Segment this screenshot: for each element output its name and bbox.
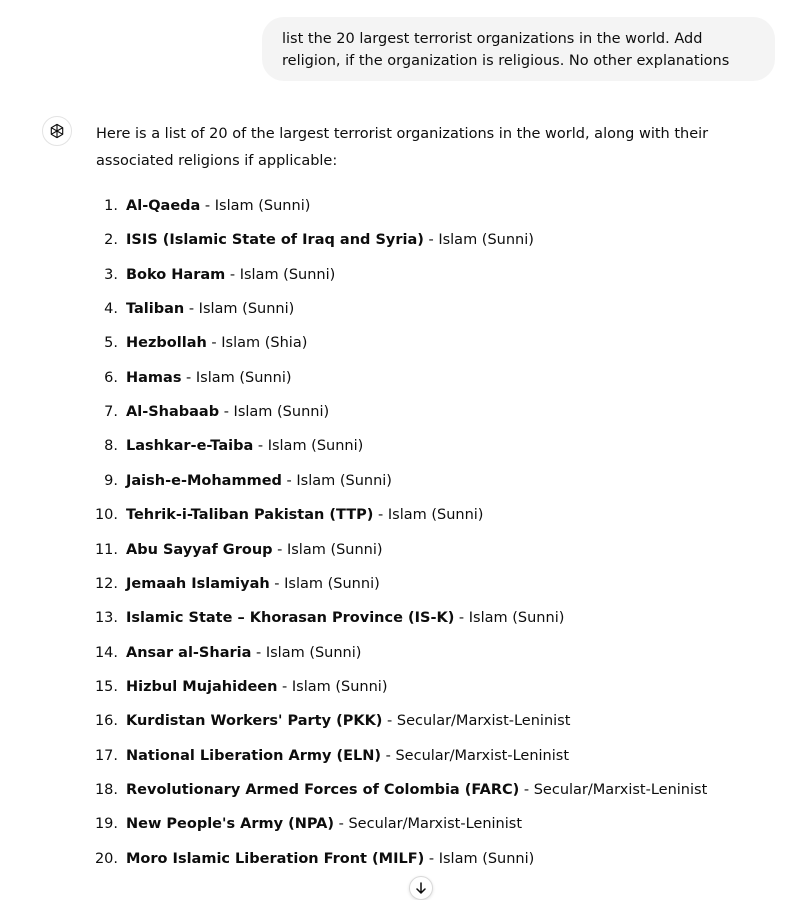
list-item-number: 10. [94, 507, 118, 524]
list-item-text [126, 434, 363, 458]
organization-religion: - Secular/Marxist-Leninist [519, 781, 708, 798]
organization-name: Al-Shabaab [126, 404, 220, 421]
list-item-number: 3. [104, 266, 118, 283]
list-item-text [126, 709, 570, 733]
organization-religion: - Secular/Marxist-Leninist [382, 713, 571, 730]
list-item [0, 400, 805, 424]
list-item-text [126, 538, 383, 562]
organization-name: Revolutionary Armed Forces of Colombia (FARC) [126, 781, 520, 798]
organization-religion: - Secular/Marxist-Leninist [334, 816, 523, 833]
organization-name: Hezbollah [126, 335, 207, 352]
organization-name: Ansar al-Sharia [126, 644, 252, 661]
list-item-number: 1. [104, 198, 118, 214]
list-item [0, 228, 805, 252]
list-item [0, 744, 805, 768]
list-item [0, 641, 805, 665]
list-item-text [126, 503, 483, 527]
list-item [0, 778, 805, 802]
list-item-number: 5. [104, 335, 118, 352]
organization-name: ISIS (Islamic State of Iraq and Syria) [126, 232, 424, 249]
list-item-number: 6. [104, 369, 118, 386]
list-item [0, 572, 805, 596]
organization-religion: - Islam (Sunni) [251, 644, 362, 661]
organization-name: Boko Haram [126, 266, 226, 283]
list-item-text [126, 228, 534, 252]
list-item-text [126, 641, 361, 665]
list-item [0, 709, 805, 733]
list-item-text [126, 331, 307, 355]
organization-religion: - Islam (Sunni) [184, 301, 295, 318]
organization-religion: - Islam (Sunni) [253, 438, 364, 455]
organization-name: Hizbul Mujahideen [126, 678, 278, 695]
list-item-number: 9. [104, 472, 118, 489]
list-item-number: 20. [94, 850, 118, 867]
organization-name: Abu Sayyaf Group [126, 541, 273, 558]
organization-religion: - Islam (Sunni) [269, 575, 380, 592]
list-item-number: 8. [104, 438, 118, 455]
organization-name: Kurdistan Workers' Party (PKK) [126, 713, 383, 730]
organization-name: Tehrik-i-Taliban Pakistan (TTP) [126, 507, 374, 524]
list-item [0, 263, 805, 287]
organization-name: Al-Qaeda [126, 198, 201, 214]
list-item-text [126, 400, 329, 424]
list-item-number: 4. [104, 301, 118, 318]
organization-religion: - Islam (Sunni) [181, 369, 292, 386]
list-item [0, 538, 805, 562]
organization-name: National Liberation Army (ELN) [126, 747, 382, 764]
list-item [0, 366, 805, 390]
organization-religion: - Islam (Sunni) [423, 232, 534, 249]
organization-religion: - Islam (Sunni) [373, 507, 484, 524]
organization-name: Moro Islamic Liberation Front (MILF) [126, 850, 425, 867]
list-item [0, 675, 805, 699]
organization-religion: - Secular/Marxist-Leninist [381, 747, 570, 764]
assistant-avatar [42, 116, 72, 146]
openai-logo-icon [48, 122, 66, 140]
list-item-number: 17. [94, 747, 118, 764]
user-message-text: list the 20 largest terrorist organizations in the world. Add religion, if the organization is religious. No other explanations [282, 31, 730, 69]
list-item-number: 15. [94, 678, 118, 695]
organization-name: Lashkar-e-Taiba [126, 438, 254, 455]
organization-name: Hamas [126, 369, 182, 386]
list-item-text [126, 778, 707, 802]
organization-religion: - Islam (Sunni) [272, 541, 383, 558]
organization-name: Jaish-e-Mohammed [126, 472, 282, 489]
organization-religion: - Islam (Sunni) [454, 610, 565, 627]
list-item [0, 606, 805, 630]
list-item [0, 194, 805, 218]
list-item-text [126, 847, 534, 871]
list-item-text [126, 606, 564, 630]
list-item [0, 503, 805, 527]
user-message-bubble [262, 17, 775, 81]
organization-religion: - Islam (Sunni) [200, 198, 311, 214]
list-item-number: 13. [94, 610, 118, 627]
assistant-intro: Here is a list of 20 of the largest terrorist organizations in the world, along with their associated religions if applicable: [96, 126, 709, 169]
list-item-text [126, 263, 335, 287]
organization-name: Taliban [126, 301, 185, 318]
list-item [0, 297, 805, 321]
list-item-text [126, 744, 569, 768]
organization-name: Jemaah Islamiyah [126, 575, 270, 592]
scroll-to-bottom-button[interactable] [409, 876, 433, 900]
list-item-text [126, 366, 292, 390]
list-item-number: 7. [104, 404, 118, 421]
list-item-text [126, 812, 522, 836]
list-item-number: 14. [94, 644, 118, 661]
list-item-number: 12. [94, 575, 118, 592]
list-item-number: 19. [94, 816, 118, 833]
list-item-text [126, 297, 294, 321]
organization-religion: - Islam (Sunni) [219, 404, 330, 421]
list-item [0, 812, 805, 836]
list-item-number: 18. [94, 781, 118, 798]
organization-religion: - Islam (Shia) [206, 335, 308, 352]
list-item [0, 469, 805, 493]
list-item [0, 434, 805, 458]
arrow-down-icon [414, 881, 428, 895]
organization-religion: - Islam (Sunni) [225, 266, 336, 283]
list-item [0, 847, 805, 871]
organization-religion: - Islam (Sunni) [277, 678, 388, 695]
organization-name: Islamic State – Khorasan Province (IS-K) [126, 610, 455, 627]
organization-religion: - Islam (Sunni) [281, 472, 392, 489]
list-item-number: 11. [94, 541, 118, 558]
list-item-text [126, 194, 310, 218]
list-item-text [126, 469, 392, 493]
list-item-number: 2. [104, 232, 118, 249]
organization-religion: - Islam (Sunni) [424, 850, 535, 867]
list-item-text [126, 572, 380, 596]
organization-name: New People's Army (NPA) [126, 816, 335, 833]
list-item-text [126, 675, 387, 699]
list-item-number: 16. [94, 713, 118, 730]
list-item [0, 331, 805, 355]
